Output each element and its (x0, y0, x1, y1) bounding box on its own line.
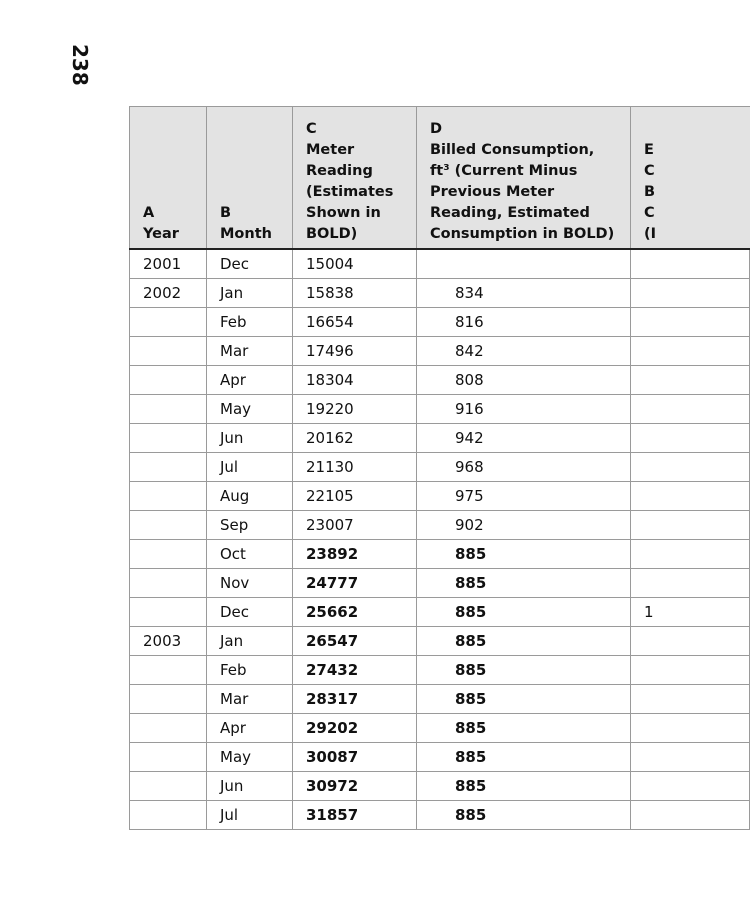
billed-consumption-cell: 975 (417, 482, 631, 511)
table-row (130, 453, 750, 482)
table-row (130, 743, 750, 772)
meter-reading-cell: 22105 (293, 482, 417, 511)
column-e-cell (631, 337, 750, 366)
table-row (130, 249, 750, 279)
header-line: B (220, 205, 232, 221)
billed-consumption-cell: 885 (417, 685, 631, 714)
column-e-cell (631, 249, 750, 279)
meter-reading-cell: 24777 (293, 569, 417, 598)
header-line: D (430, 121, 443, 137)
meter-reading-cell: 30972 (293, 772, 417, 801)
header-line: Shown in (306, 205, 381, 221)
header-line: E (644, 142, 654, 158)
month-cell: Dec (207, 249, 293, 279)
year-cell (130, 801, 207, 830)
meter-reading-cell: 15838 (293, 279, 417, 308)
table-body (130, 249, 750, 830)
month-cell: Apr (207, 366, 293, 395)
billed-consumption-cell: 834 (417, 279, 631, 308)
meter-reading-cell: 25662 (293, 598, 417, 627)
header-line: Consumption in BOLD) (430, 226, 615, 242)
billed-consumption-cell: 885 (417, 772, 631, 801)
year-cell (130, 511, 207, 540)
month-cell: Nov (207, 569, 293, 598)
year-cell (130, 685, 207, 714)
meter-reading-cell: 20162 (293, 424, 417, 453)
year-cell: 2001 (130, 249, 207, 279)
column-e-cell (631, 453, 750, 482)
year-cell: 2002 (130, 279, 207, 308)
billed-consumption-cell (417, 249, 631, 279)
billed-consumption-cell: 885 (417, 627, 631, 656)
table-row (130, 482, 750, 511)
column-e-cell (631, 772, 750, 801)
billed-consumption-cell: 902 (417, 511, 631, 540)
billed-consumption-cell: 942 (417, 424, 631, 453)
header-billed-consumption (417, 107, 631, 250)
table-row (130, 714, 750, 743)
header-row (130, 107, 750, 250)
header-line: Reading, Estimated (430, 205, 590, 221)
month-cell: Feb (207, 656, 293, 685)
billed-consumption-cell: 885 (417, 743, 631, 772)
table-header (130, 107, 750, 250)
month-cell: Jul (207, 453, 293, 482)
billed-consumption-cell: 916 (417, 395, 631, 424)
header-line: Billed Consumption, (430, 142, 595, 158)
header-column-e (631, 107, 750, 250)
billed-consumption-cell: 885 (417, 714, 631, 743)
meter-reading-cell: 21130 (293, 453, 417, 482)
table-row (130, 598, 750, 627)
month-cell: Jan (207, 279, 293, 308)
table-row (130, 627, 750, 656)
header-line: Previous Meter (430, 184, 555, 200)
year-cell (130, 308, 207, 337)
billed-consumption-cell: 885 (417, 598, 631, 627)
table-row (130, 656, 750, 685)
column-e-cell (631, 366, 750, 395)
table-row (130, 511, 750, 540)
meter-reading-cell: 26547 (293, 627, 417, 656)
header-line: (Estimates (306, 184, 394, 200)
billed-consumption-cell: 808 (417, 366, 631, 395)
header-meter-reading (293, 107, 417, 250)
table-row (130, 772, 750, 801)
column-e-cell (631, 627, 750, 656)
page-number: 238 (68, 44, 92, 86)
header-line: ft³ (Current Minus (430, 163, 578, 179)
header-line: Month (220, 226, 272, 242)
meter-reading-cell: 30087 (293, 743, 417, 772)
year-cell (130, 569, 207, 598)
month-cell: Jun (207, 424, 293, 453)
year-cell (130, 540, 207, 569)
year-cell (130, 482, 207, 511)
meter-reading-cell: 23007 (293, 511, 417, 540)
column-e-cell (631, 308, 750, 337)
meter-reading-cell: 31857 (293, 801, 417, 830)
meter-reading-cell: 27432 (293, 656, 417, 685)
month-cell: Feb (207, 308, 293, 337)
column-e-cell (631, 511, 750, 540)
month-cell: Jan (207, 627, 293, 656)
column-e-cell (631, 279, 750, 308)
header-line: C (644, 205, 655, 221)
year-cell (130, 366, 207, 395)
billed-consumption-cell: 816 (417, 308, 631, 337)
billed-consumption-cell: 885 (417, 569, 631, 598)
billed-consumption-cell: 885 (417, 656, 631, 685)
meter-reading-cell: 23892 (293, 540, 417, 569)
meter-reading-cell: 19220 (293, 395, 417, 424)
column-e-cell (631, 685, 750, 714)
header-line: B (644, 184, 656, 200)
month-cell: Mar (207, 685, 293, 714)
column-e-cell (631, 569, 750, 598)
table-row (130, 685, 750, 714)
month-cell: Mar (207, 337, 293, 366)
meter-reading-table-container (129, 106, 657, 828)
meter-reading-table (129, 106, 750, 830)
column-e-cell (631, 395, 750, 424)
table-row (130, 801, 750, 830)
month-cell: May (207, 395, 293, 424)
month-cell: Dec (207, 598, 293, 627)
year-cell: 2003 (130, 627, 207, 656)
table-row (130, 424, 750, 453)
column-e-cell (631, 540, 750, 569)
header-line: C (306, 121, 317, 137)
meter-reading-cell: 15004 (293, 249, 417, 279)
billed-consumption-cell: 885 (417, 540, 631, 569)
year-cell (130, 395, 207, 424)
year-cell (130, 743, 207, 772)
year-cell (130, 714, 207, 743)
header-line: (I (644, 226, 657, 242)
month-cell: May (207, 743, 293, 772)
table-row (130, 279, 750, 308)
column-e-cell: 1 (631, 598, 750, 627)
header-line: Year (143, 226, 179, 242)
billed-consumption-cell: 842 (417, 337, 631, 366)
meter-reading-cell: 18304 (293, 366, 417, 395)
column-e-cell (631, 424, 750, 453)
header-line: Meter (306, 142, 355, 158)
month-cell: Aug (207, 482, 293, 511)
meter-reading-cell: 16654 (293, 308, 417, 337)
column-e-cell (631, 743, 750, 772)
year-cell (130, 453, 207, 482)
month-cell: Apr (207, 714, 293, 743)
header-line: C (644, 163, 655, 179)
year-cell (130, 337, 207, 366)
billed-consumption-cell: 885 (417, 801, 631, 830)
year-cell (130, 656, 207, 685)
meter-reading-cell: 29202 (293, 714, 417, 743)
year-cell (130, 772, 207, 801)
column-e-cell (631, 656, 750, 685)
header-year (130, 107, 207, 250)
month-cell: Jul (207, 801, 293, 830)
column-e-cell (631, 714, 750, 743)
table-row (130, 366, 750, 395)
column-e-cell (631, 801, 750, 830)
header-line: A (143, 205, 155, 221)
header-month (207, 107, 293, 250)
month-cell: Oct (207, 540, 293, 569)
meter-reading-cell: 17496 (293, 337, 417, 366)
table-row (130, 308, 750, 337)
column-e-cell (631, 482, 750, 511)
table-row (130, 395, 750, 424)
billed-consumption-cell: 968 (417, 453, 631, 482)
meter-reading-cell: 28317 (293, 685, 417, 714)
table-row (130, 569, 750, 598)
table-row (130, 337, 750, 366)
header-line: BOLD) (306, 226, 358, 242)
year-cell (130, 424, 207, 453)
month-cell: Jun (207, 772, 293, 801)
header-line: Reading (306, 163, 373, 179)
month-cell: Sep (207, 511, 293, 540)
table-row (130, 540, 750, 569)
year-cell (130, 598, 207, 627)
